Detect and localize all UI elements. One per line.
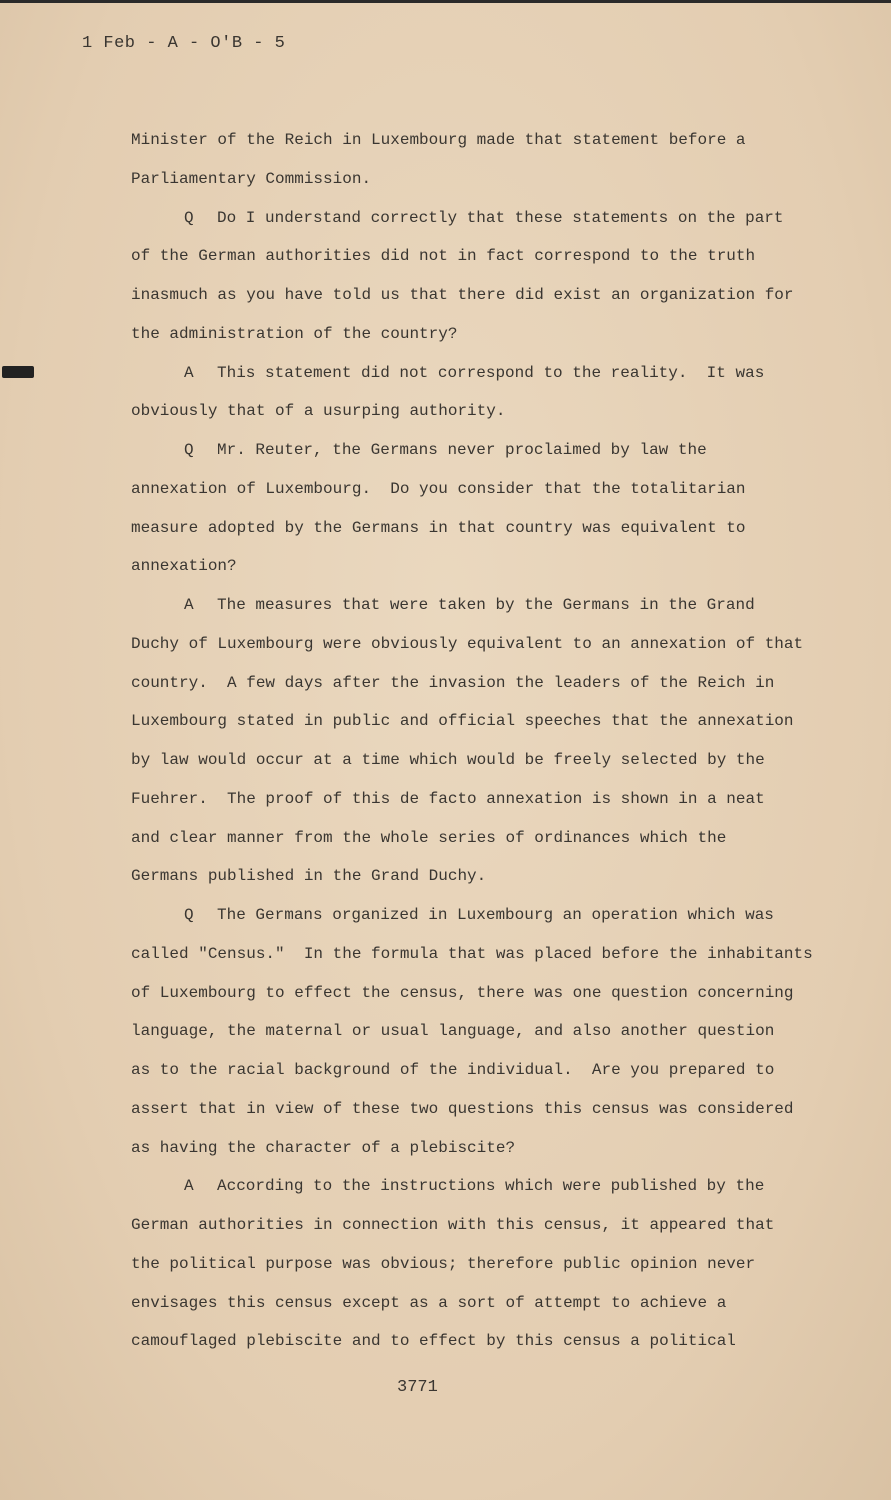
line-text: Luxembourg stated in public and official speeches that the annexation bbox=[131, 712, 794, 731]
line-text: assert that in view of these two questions this census was considered bbox=[131, 1099, 794, 1118]
line-text: called "Census." In the formula that was placed before the inhabitants bbox=[131, 944, 813, 963]
text-line bbox=[131, 1293, 726, 1313]
line-text: The measures that were taken by the Germans in the Grand bbox=[217, 596, 755, 614]
line-text: Germans published in the Grand Duchy. bbox=[131, 867, 487, 886]
line-text: This statement did not correspond to the reality. It was bbox=[217, 363, 765, 382]
line-text: inasmuch as you have told us that there did exist an organization for bbox=[131, 286, 794, 304]
line-text: as to the racial background of the individual. Are you prepared to bbox=[131, 1061, 775, 1079]
text-line bbox=[131, 1138, 515, 1158]
text-line bbox=[131, 983, 794, 1003]
line-text: language, the maternal or usual language, and also another question bbox=[131, 1022, 775, 1041]
text-line bbox=[131, 1331, 736, 1351]
speaker-label: Q bbox=[184, 906, 194, 924]
text-line bbox=[131, 595, 755, 615]
line-text: German authorities in connection with this census, it appeared that bbox=[131, 1216, 775, 1234]
text-line bbox=[131, 246, 755, 266]
line-text: The Germans organized in Luxembourg an operation which was bbox=[217, 906, 774, 924]
text-line bbox=[131, 828, 726, 848]
text-line bbox=[131, 750, 765, 770]
line-text: and clear manner from the whole series of ordinances which the bbox=[131, 828, 727, 847]
text-line bbox=[131, 905, 774, 925]
line-text: annexation of Luxembourg. Do you consider that the totalitarian bbox=[131, 479, 746, 498]
text-line bbox=[131, 130, 746, 150]
text-line bbox=[131, 634, 803, 654]
text-line bbox=[131, 1021, 774, 1041]
text-line bbox=[131, 1254, 755, 1274]
line-text: envisages this census except as a sort of attempt to achieve a bbox=[131, 1293, 727, 1312]
text-line bbox=[131, 673, 774, 693]
text-line bbox=[131, 866, 486, 886]
line-text: measure adopted by the Germans in that country was equivalent to bbox=[131, 518, 746, 537]
line-text: Do I understand correctly that these statements on the part bbox=[217, 208, 784, 227]
text-line bbox=[131, 169, 371, 189]
text-line bbox=[131, 285, 794, 305]
text-line bbox=[131, 440, 707, 460]
line-text: by law would occur at a time which would be freely selected by the bbox=[131, 751, 765, 769]
scan-top-edge bbox=[0, 0, 891, 3]
line-text: camouflaged plebiscite and to effect by this census a political bbox=[131, 1332, 736, 1351]
text-line bbox=[131, 324, 457, 344]
line-text: the administration of the country? bbox=[131, 324, 458, 343]
text-line bbox=[131, 1176, 764, 1196]
line-text: of the German authorities did not in fact correspond to the truth bbox=[131, 247, 756, 266]
text-line bbox=[131, 208, 784, 228]
text-line bbox=[131, 944, 813, 964]
text-line bbox=[131, 1060, 774, 1080]
page-header: 1 Feb - A - O'B - 5 bbox=[82, 34, 286, 53]
line-text: of Luxembourg to effect the census, there was one question concerning bbox=[131, 983, 794, 1002]
line-text: Parliamentary Commission. bbox=[131, 169, 372, 188]
speaker-label: A bbox=[184, 1177, 194, 1196]
line-text: the political purpose was obvious; therefore public opinion never bbox=[131, 1254, 756, 1273]
line-text: as having the character of a plebiscite? bbox=[131, 1138, 516, 1157]
line-text: annexation? bbox=[131, 557, 237, 576]
line-text: Mr. Reuter, the Germans never proclaimed by law the bbox=[217, 441, 707, 459]
page-number: 3771 bbox=[397, 1378, 438, 1397]
line-text: country. A few days after the invasion the leaders of the Reich in bbox=[131, 673, 775, 692]
line-text: obviously that of a usurping authority. bbox=[131, 402, 506, 421]
text-line bbox=[131, 789, 765, 809]
text-line bbox=[131, 1099, 794, 1119]
text-line bbox=[131, 363, 764, 383]
speaker-label: A bbox=[184, 363, 194, 382]
line-text: Fuehrer. The proof of this de facto annexation is shown in a neat bbox=[131, 789, 765, 808]
margin-mark bbox=[2, 366, 34, 378]
speaker-label: Q bbox=[184, 208, 194, 227]
line-text: Duchy of Luxembourg were obviously equivalent to an annexation of that bbox=[131, 634, 804, 653]
line-text: Minister of the Reich in Luxembourg made that statement before a bbox=[131, 131, 746, 149]
text-line bbox=[131, 711, 794, 731]
text-line bbox=[131, 518, 746, 538]
speaker-label: Q bbox=[184, 441, 194, 459]
text-line bbox=[131, 556, 237, 576]
text-line bbox=[131, 479, 746, 499]
line-text: According to the instructions which were published by the bbox=[217, 1177, 765, 1196]
text-line bbox=[131, 401, 505, 421]
text-line bbox=[131, 1215, 774, 1235]
speaker-label: A bbox=[184, 596, 194, 614]
